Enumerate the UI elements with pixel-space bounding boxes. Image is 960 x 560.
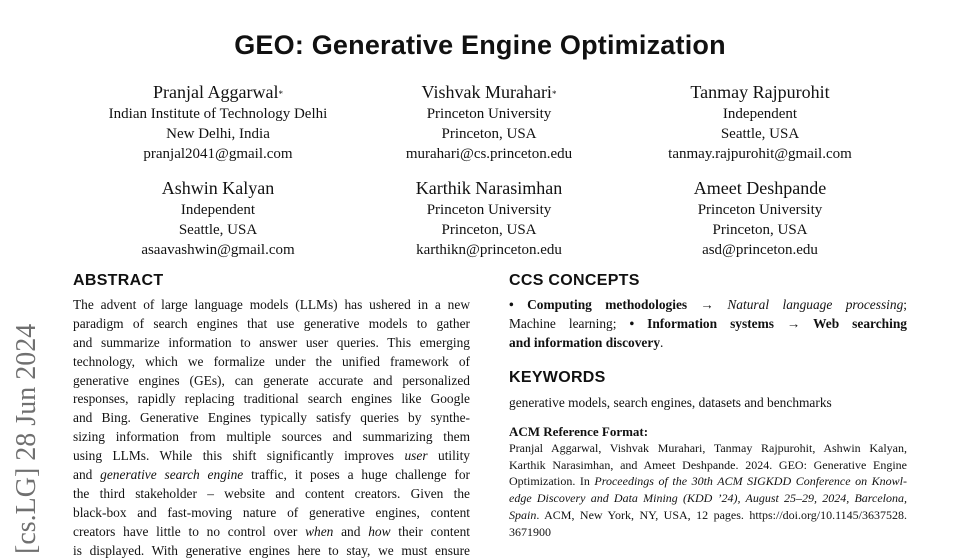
author-location: Princeton, USA xyxy=(441,126,537,142)
abstract-line: technology, which we formalize under the unified framework of xyxy=(73,353,470,369)
keywords-text: generative models, search engines, datasets and benchmarks xyxy=(509,395,832,410)
author-email[interactable]: asaavashwin@gmail.com xyxy=(141,242,295,258)
author-affiliation: Independent xyxy=(722,106,798,122)
author-affiliation: Independent xyxy=(180,202,256,218)
author-email[interactable]: tanmay.rajpurohit@gmail.com xyxy=(668,146,852,162)
abstract-body xyxy=(73,296,470,560)
abstract-line: and Bing. Generative Engines typically satisfy queries by synthe- xyxy=(73,410,470,426)
author-name: Pranjal Aggarwal* xyxy=(153,82,283,102)
author-affiliation: Princeton University xyxy=(426,106,552,122)
author-name: Vishvak Murahari* xyxy=(421,82,557,102)
author-name: Tanmay Rajpurohit xyxy=(690,82,830,102)
ccs-line: and information discovery. xyxy=(509,335,664,350)
author-email[interactable]: pranjal2041@gmail.com xyxy=(143,146,293,162)
author-name: Ameet Deshpande xyxy=(693,178,827,198)
abstract-line: black-box and fast-moving nature of generative engines, content xyxy=(73,504,470,520)
author-email[interactable]: asd@princeton.edu xyxy=(702,242,818,258)
abstract-line: using LLMs. While this shift significantly improves user utility xyxy=(73,448,471,464)
author-affiliation: Indian Institute of Technology Delhi xyxy=(108,106,328,122)
abstract-line: The advent of large language models (LLMs) has ushered in a new xyxy=(73,297,470,312)
keywords-body xyxy=(509,393,907,412)
abstract-line: generative engines (GEs), can generate accurate and personalized xyxy=(73,372,470,388)
abstract-line: creators have little to no control over when and how their content xyxy=(73,523,470,539)
author-block-3 xyxy=(610,80,910,164)
author-affiliation: Princeton University xyxy=(697,202,823,218)
abstract-line: sizing information from multiple sources and summarizing them xyxy=(73,429,470,445)
abstract-line: is displayed. With generative engines here to stay, we must ensure xyxy=(73,542,470,558)
author-location: Seattle, USA xyxy=(720,126,800,142)
ccs-body xyxy=(509,295,907,352)
author-location: Princeton, USA xyxy=(712,222,808,238)
ccs-line: • Computing methodologies → Natural language processing; xyxy=(509,297,907,312)
author-block-6 xyxy=(610,176,910,260)
ref-line: Karthik Narasimhan, and Ameet Deshpande. 2024. GEO: Generative Engine xyxy=(509,457,907,472)
author-email[interactable]: murahari@cs.princeton.edu xyxy=(405,146,573,162)
acm-reference-body xyxy=(509,440,907,540)
author-email[interactable]: karthikn@princeton.edu xyxy=(416,242,562,258)
author-name: Karthik Narasimhan xyxy=(415,178,563,198)
author-affiliation: Princeton University xyxy=(426,202,552,218)
author-location: Seattle, USA xyxy=(178,222,258,238)
acm-reference-heading: ACM Reference Format: xyxy=(509,424,649,439)
author-location: New Delhi, India xyxy=(166,126,270,142)
author-block-5 xyxy=(339,176,639,260)
keywords-heading: KEYWORDS xyxy=(509,369,606,386)
ref-line: edge Discovery and Data Mining (KDD ’24), August 25–29, 2024, Barcelona, xyxy=(509,491,907,506)
author-location: Princeton, USA xyxy=(441,222,537,238)
author-block-2 xyxy=(339,80,639,164)
ref-line: Optimization. In Proceedings of the 30th ACM SIGKDD Conference on Knowl- xyxy=(509,474,907,489)
arxiv-stamp: [cs.LG] 28 Jun 2024 xyxy=(11,323,42,554)
abstract-line: paradigm of search engines that use generative models to gather xyxy=(73,315,470,331)
abstract-line: the third stakeholder – website and content creators. Given the xyxy=(73,485,470,501)
abstract-heading: ABSTRACT xyxy=(73,272,164,289)
ref-line: Pranjal Aggarwal, Vishvak Murahari, Tanmay Rajpurohit, Ashwin Kalyan, xyxy=(509,441,907,455)
ccs-heading: CCS CONCEPTS xyxy=(509,272,640,289)
abstract-line: and summarize information to answer user queries. This emerging xyxy=(73,334,470,350)
ref-line[interactable]: Spain. ACM, New York, NY, USA, 12 pages. https://doi.org/10.1145/3637528. xyxy=(509,507,907,522)
abstract-line: and generative search engine traffic, it poses a huge challenge for xyxy=(73,467,470,483)
paper-title: GEO: Generative Engine Optimization xyxy=(234,30,726,60)
author-name: Ashwin Kalyan xyxy=(161,178,275,198)
abstract-line: responses, rapidly replacing traditional search engines like Google xyxy=(73,391,470,407)
author-block-1 xyxy=(68,80,368,164)
ccs-line: Machine learning; • Information systems → Web searching xyxy=(509,316,907,331)
author-block-4 xyxy=(68,176,368,260)
ref-line[interactable]: 3671900 xyxy=(509,524,551,539)
